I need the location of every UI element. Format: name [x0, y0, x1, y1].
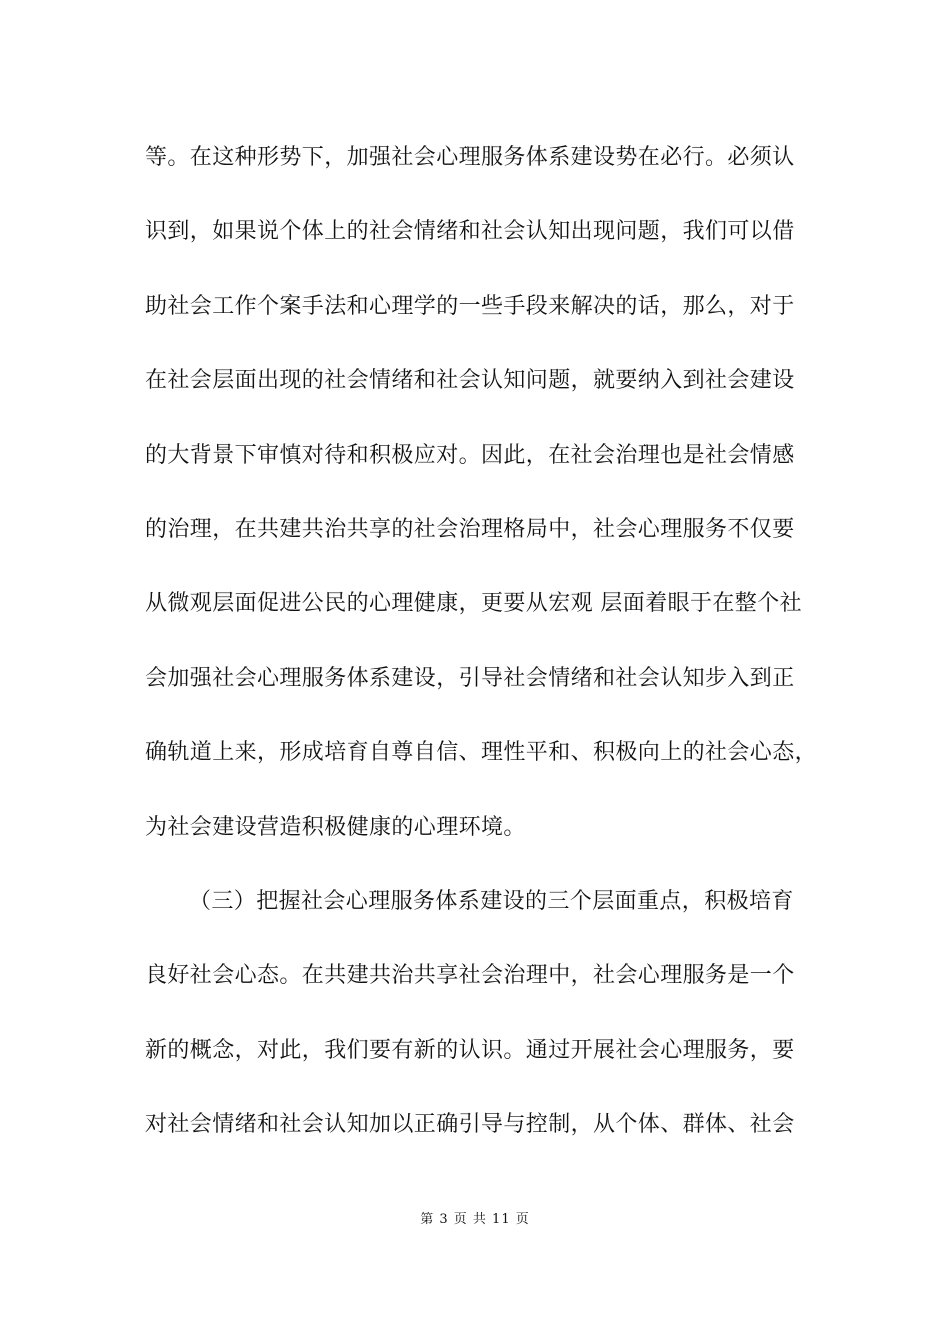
text-line: 识到，如果说个体上的社会情绪和社会认知出现问题，我们可以借 — [145, 219, 795, 245]
text-line: 确轨道上来，形成培育自尊自信、理性平和、积极向上的社会心态， — [145, 740, 818, 766]
text-line: 的大背景下审慎对待和积极应对。因此，在社会治理也是社会情感 — [145, 442, 795, 468]
section-heading-line: （三）把握社会心理服务体系建设的三个层面重点，积极培育 — [189, 888, 794, 914]
body-text — [145, 136, 818, 1177]
text-line: 为社会建设营造积极健康的心理环境。 — [145, 814, 526, 840]
text-line: 对社会情绪和社会认知加以正确引导与控制，从个体、群体、社会 — [145, 1112, 795, 1138]
text-line: 会加强社会心理服务体系建设，引导社会情绪和社会认知步入到正 — [145, 665, 795, 691]
text-line: 良好社会心态。在共建共治共享社会治理中，社会心理服务是一个 — [145, 963, 795, 989]
text-line: 助社会工作个案手法和心理学的一些手段来解决的话，那么，对于 — [145, 293, 795, 319]
text-line: 新的概念，对此，我们要有新的认识。通过开展社会心理服务，要 — [145, 1037, 795, 1063]
text-line: 在社会层面出现的社会情绪和社会认知问题，就要纳入到社会建设 — [145, 368, 795, 394]
text-line: 从微观层面促进公民的心理健康，更要从宏观 层面着眼于在整个社 — [145, 591, 802, 617]
text-line: 等。在这种形势下，加强社会心理服务体系建设势在必行。必须认 — [145, 145, 795, 170]
page-number-footer: 第 3 页 共 11 页 — [420, 1212, 530, 1227]
text-line: 的治理，在共建共治共享的社会治理格局中，社会心理服务不仅要 — [145, 516, 795, 542]
